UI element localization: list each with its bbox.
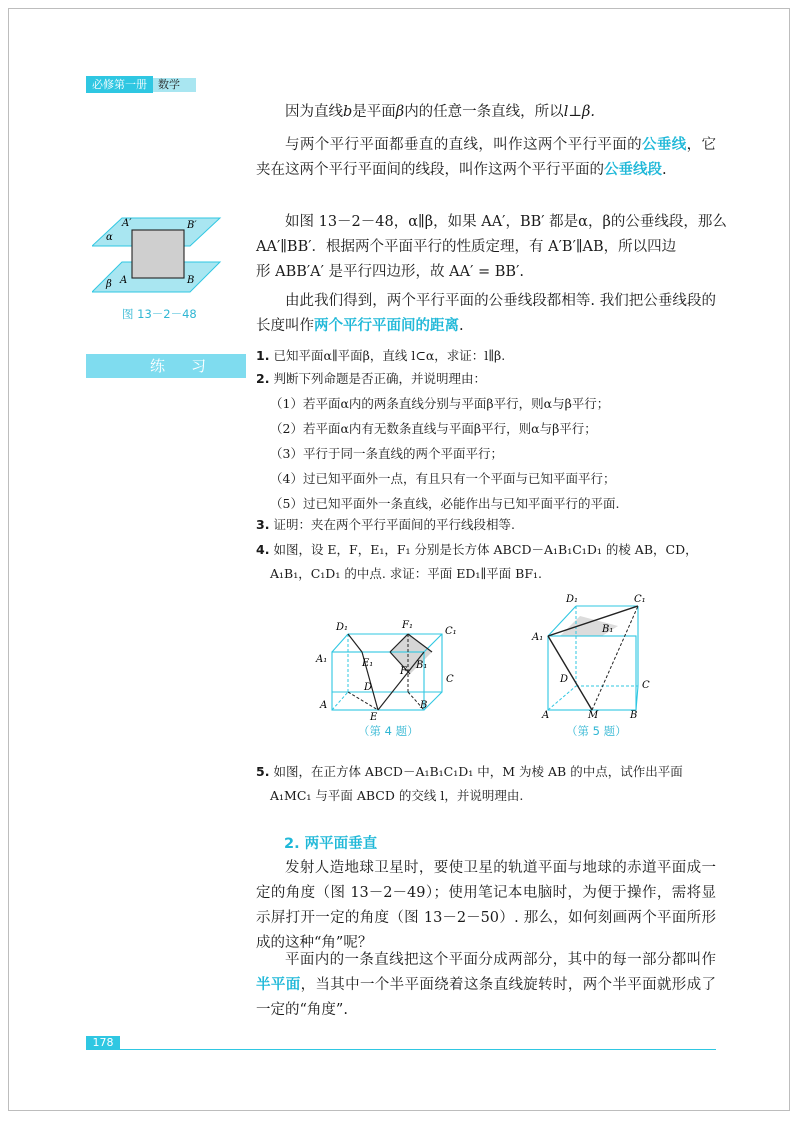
paragraph-4: 由此我们得到，两个平行平面的公垂线段都相等. 我们把公垂线段的长度叫作两个平行平面间的距离. bbox=[256, 293, 716, 334]
paragraph-3-line-3: 形 ABB′A′ 是平行四边形，故 AA′ = BB′. bbox=[256, 264, 524, 280]
page-number: 178 bbox=[86, 1036, 120, 1050]
q4-label-c1: C₁ bbox=[445, 626, 457, 637]
q5-label-c1: C₁ bbox=[634, 594, 646, 605]
figure-question-5 bbox=[530, 590, 660, 720]
q5-label-b: B bbox=[630, 710, 638, 720]
q4-label-b1: B₁ bbox=[416, 660, 428, 671]
footer-rule bbox=[86, 1049, 716, 1050]
label-beta: β bbox=[106, 279, 112, 290]
q4-label-d: D bbox=[364, 682, 373, 693]
keyword-distance: 两个平行平面间的距离 bbox=[314, 318, 459, 334]
exercise-3: 3. 证明：夹在两个平行平面间的平行线段相等. bbox=[256, 517, 515, 532]
q5-label-a: A bbox=[542, 710, 550, 720]
exercise-4-line-2: A₁B₁，C₁D₁ 的中点. 求证：平面 ED₁∥平面 BF₁. bbox=[270, 566, 542, 581]
figure-question-4-caption: （第 4 题） bbox=[358, 724, 419, 738]
exercise-2: 2. 判断下列命题是否正确，并说明理由： bbox=[256, 371, 486, 386]
header-subject: 数学 bbox=[158, 78, 180, 91]
paragraph-2: 与两个平行平面都垂直的直线，叫作这两个平行平面的公垂线，它夹在这两个平行平面间的线段，叫作这两个平行平面的公垂线段. bbox=[256, 137, 716, 178]
paragraph-6: 平面内的一条直线把这个平面分成两部分，其中的每一部分都叫作半平面，当其中一个半平面绕着这条直线旋转时，两个半平面就形成了一定的“角度”. bbox=[256, 952, 717, 1018]
q4-label-e1: E₁ bbox=[362, 658, 374, 669]
label-b: B bbox=[187, 275, 195, 286]
figure-question-4 bbox=[312, 612, 472, 722]
exercise-2-item-1: （1）若平面α内的两条直线分别与平面β平行，则α与β平行； bbox=[270, 396, 610, 411]
exercise-1: 1. 已知平面α∥平面β，直线 l⊂α，求证：l∥β. bbox=[256, 348, 506, 363]
label-a: A bbox=[120, 275, 128, 286]
keyword-common-perpendicular-segment: 公垂线段 bbox=[604, 162, 662, 178]
exercise-2-item-4: （4）过已知平面外一点，有且只有一个平面与已知平面平行； bbox=[270, 471, 616, 486]
q4-label-c: C bbox=[446, 674, 454, 685]
q5-label-b1: B₁ bbox=[602, 624, 614, 635]
q4-label-a1: A₁ bbox=[316, 654, 328, 665]
label-a-prime: A′ bbox=[122, 218, 132, 229]
paragraph-5: 发射人造地球卫星时，要使卫星的轨道平面与地球的赤道平面成一定的角度（图 13－2－49）；使用笔记本电脑时，为便于操作，需将显示屏打开一定的角度（图 13－2－50）. 那么，如何刻画两个平面所形成的这种“角”呢？ bbox=[256, 860, 716, 951]
q4-label-d1: D₁ bbox=[336, 622, 349, 633]
q5-label-m: M bbox=[588, 710, 599, 720]
practice-label: 练习 bbox=[150, 357, 233, 375]
q5-label-c: C bbox=[642, 680, 650, 691]
label-b-prime: B′ bbox=[187, 220, 197, 231]
exercise-4-line-1: 4. 如图，设 E，F，E₁，F₁ 分别是长方体 ABCD－A₁B₁C₁D₁ 的棱 AB，CD， bbox=[256, 542, 698, 557]
label-alpha: α bbox=[106, 232, 113, 243]
q4-label-a: A bbox=[320, 700, 328, 711]
q4-label-b: B bbox=[420, 700, 428, 711]
exercise-5-line-1: 5. 如图，在正方体 ABCD－A₁B₁C₁D₁ 中，M 为棱 AB 的中点，试作出平面 bbox=[256, 764, 683, 779]
q4-label-e: E bbox=[370, 712, 378, 722]
q4-label-f1: F₁ bbox=[402, 620, 413, 631]
paragraph-1: 因为直线b是平面β内的任意一条直线，所以l⊥β. bbox=[285, 104, 595, 120]
keyword-half-plane: 半平面 bbox=[256, 977, 301, 993]
exercise-5-line-2: A₁MC₁ 与平面 ABCD 的交线 l，并说明理由. bbox=[270, 788, 524, 803]
q4-label-f: F bbox=[400, 666, 407, 677]
header-book-title: 必修第一册 bbox=[86, 76, 153, 93]
keyword-common-perpendicular: 公垂线 bbox=[642, 137, 687, 153]
paragraph-3-line-2: AA′∥BB′．根据两个平面平行的性质定理，有 A′B′∥AB，所以四边 bbox=[256, 239, 677, 255]
q5-label-d: D bbox=[560, 674, 569, 685]
q5-label-a1: A₁ bbox=[532, 632, 544, 643]
exercise-2-item-3: （3）平行于同一条直线的两个平面平行； bbox=[270, 446, 503, 461]
paragraph-3-line-1: 如图 13－2－48，α∥β，如果 AA′，BB′ 都是α，β的公垂线段，那么 bbox=[285, 214, 727, 230]
q5-label-d1: D₁ bbox=[566, 594, 579, 605]
figure-question-5-caption: （第 5 题） bbox=[566, 724, 627, 738]
section-title: 2. 两平面垂直 bbox=[284, 836, 378, 852]
exercise-2-item-5: （5）过已知平面外一条直线，必能作出与已知平面平行的平面. bbox=[270, 496, 620, 511]
figure-13-2-48 bbox=[92, 212, 222, 302]
figure-13-2-48-caption: 图 13－2－48 bbox=[122, 307, 197, 321]
exercise-2-item-2: （2）若平面α内有无数条直线与平面β平行，则α与β平行； bbox=[270, 421, 597, 436]
